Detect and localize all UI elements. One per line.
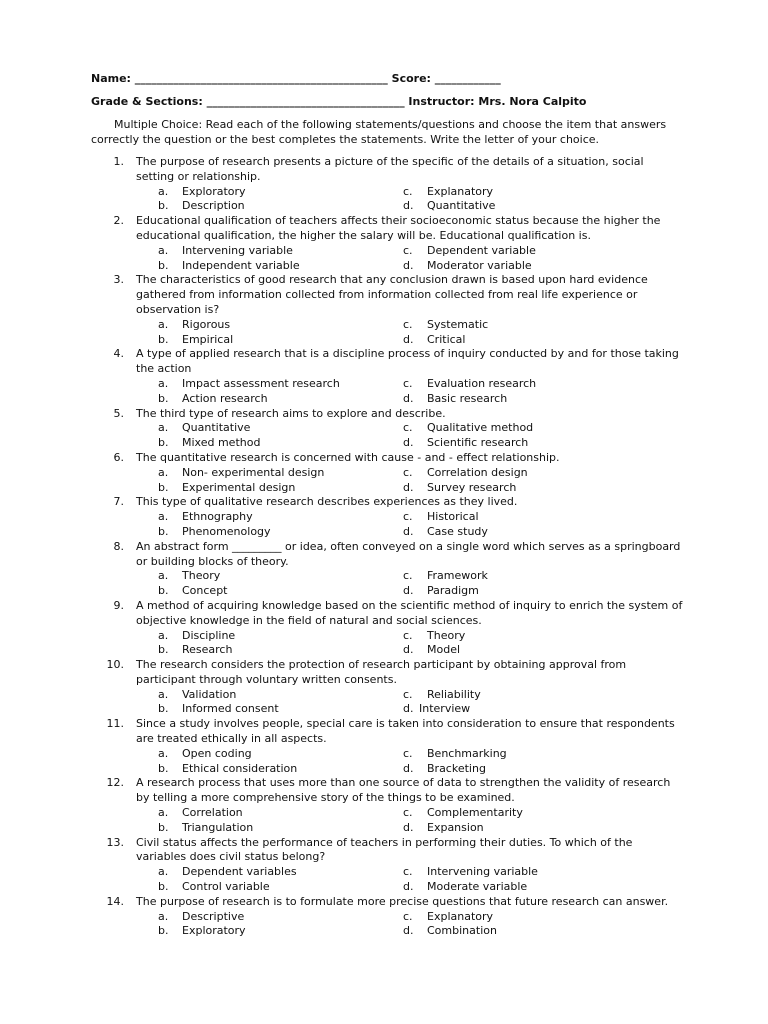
question-number: 2. (113, 214, 124, 228)
question-text: Civil status affects the performance of teachers in performing their duties. To which of the variables does civil status belong? (136, 835, 633, 864)
answer-choice (158, 481, 403, 496)
answer-choice (403, 185, 643, 200)
answer-choice (158, 747, 403, 762)
answer-choice (403, 747, 643, 762)
choice-letter: a. (158, 510, 169, 524)
question-text: The purpose of research is to formulate more precise questions that future research can answer. (136, 894, 669, 908)
choice-letter: d. (403, 584, 414, 598)
answer-choice (158, 436, 403, 451)
question-number: 10. (106, 658, 124, 672)
answer-choice (158, 333, 403, 348)
question-number: 3. (113, 273, 124, 287)
choice-letter: b. (158, 761, 169, 775)
choice-text: Framework (427, 569, 488, 583)
choice-letter: a. (158, 376, 169, 390)
answer-choice (403, 318, 643, 333)
question-item (100, 347, 685, 406)
answer-choice (158, 688, 403, 703)
grade-instructor-line (91, 95, 587, 110)
choice-text: Non- experimental design (182, 465, 325, 479)
question-item (100, 776, 685, 835)
choice-text: Moderate variable (427, 880, 528, 894)
choice-text: Explanatory (427, 909, 494, 923)
instructor-text: Instructor: Mrs. Nora Calpito (408, 95, 587, 108)
answer-choice (403, 762, 643, 777)
question-item (100, 836, 685, 895)
choice-letter: a. (158, 909, 169, 923)
choice-grid (136, 466, 685, 496)
answer-choice (403, 525, 643, 540)
choice-letter: c. (403, 746, 413, 760)
choice-text: Theory (182, 569, 221, 583)
choice-grid (136, 377, 685, 407)
answer-choice (403, 199, 643, 214)
choice-letter: d. (403, 436, 414, 450)
question-number: 1. (113, 155, 124, 168)
answer-choice (158, 421, 403, 436)
question-number: 13. (106, 835, 124, 849)
choice-text: Scientific research (427, 436, 529, 450)
choice-text: Bracketing (427, 761, 486, 775)
question-number: 4. (113, 347, 124, 361)
choice-text: Critical (427, 332, 466, 346)
choice-letter: a. (158, 317, 169, 331)
question-text: The quantitative research is concerned with cause - and - effect relationship. (136, 450, 560, 464)
question-number: 7. (113, 495, 124, 509)
question-text: The purpose of research presents a picture of the specific of the details of a situation, social setting or relationship. (136, 155, 644, 183)
question-item (100, 540, 685, 599)
question-number: 6. (113, 450, 124, 464)
answer-choice (403, 259, 643, 274)
choice-letter: d. (403, 199, 414, 213)
answer-choice (158, 259, 403, 274)
question-text: A research process that uses more than one source of data to strengthen the validity of research by telling a more comprehensive story of the things to be examined. (136, 776, 671, 805)
answer-choice (158, 806, 403, 821)
choice-grid (136, 910, 685, 940)
instructions: Multiple Choice: Read each of the following statements/questions and choose the item that answers correctly the question or the best completes the statements. Write the letter of your choice. (91, 118, 667, 146)
choice-letter: a. (158, 687, 169, 701)
choice-text: Description (182, 199, 245, 213)
answer-choice (158, 466, 403, 481)
choice-text: Expansion (427, 820, 484, 834)
choice-text: Ethical consideration (182, 761, 298, 775)
answer-choice (158, 510, 403, 525)
question-text: A method of acquiring knowledge based on the scientific method of inquiry to enrich the system of objective knowledge in the field of natural and social sciences. (136, 598, 683, 627)
answer-choice (403, 702, 643, 717)
answer-choice (403, 643, 643, 658)
choice-letter: c. (403, 628, 413, 642)
choice-letter: b. (158, 199, 169, 213)
choice-letter: b. (158, 436, 169, 450)
choice-text: Correlation (182, 806, 243, 820)
answer-choice (403, 584, 643, 599)
choice-letter: b. (158, 584, 169, 598)
score-label: Score: (391, 72, 431, 85)
choice-text: Action research (182, 391, 268, 405)
choice-letter: d. (403, 332, 414, 346)
choice-grid (136, 244, 685, 274)
choice-text: Intervening variable (182, 243, 293, 257)
question-item (100, 214, 685, 273)
choice-letter: b. (158, 702, 169, 716)
choice-letter: d. (403, 524, 414, 538)
choice-letter: b. (158, 480, 169, 494)
choice-grid (136, 510, 685, 540)
answer-choice (403, 421, 643, 436)
answer-choice (158, 910, 403, 925)
choice-text: Reliability (427, 687, 481, 701)
choice-letter: b. (158, 524, 169, 538)
choice-letter: b. (158, 391, 169, 405)
grade-blank: ____________________________________ (206, 95, 405, 108)
question-text: Since a study involves people, special care is taken into consideration to ensure that respondents are treated ethically in all aspects. (136, 717, 675, 746)
answer-choice (403, 629, 643, 644)
choice-text: Informed consent (182, 702, 279, 716)
answer-choice (158, 762, 403, 777)
choice-text: Ethnography (182, 510, 253, 524)
choice-text: Moderator variable (427, 258, 532, 272)
choice-text: Independent variable (182, 258, 300, 272)
answer-choice (403, 481, 643, 496)
choice-text: Basic research (427, 391, 508, 405)
choice-text: Open coding (182, 746, 252, 760)
choice-grid (136, 569, 685, 599)
choice-letter: b. (158, 332, 169, 346)
choice-text: Discipline (182, 628, 236, 642)
question-item (100, 155, 685, 214)
choice-text: Intervening variable (427, 865, 538, 879)
question-text: The third type of research aims to explore and describe. (136, 406, 446, 420)
choice-text: Dependent variables (182, 865, 297, 879)
question-text: The characteristics of good research that any conclusion drawn is based upon hard evidence gathered from information collected from information collected from real life experience or observation is? (136, 273, 648, 316)
question-item (100, 599, 685, 658)
choice-letter: c. (403, 865, 413, 879)
choice-letter: a. (158, 243, 169, 257)
choice-text: Exploratory (182, 924, 246, 938)
choice-letter: a. (158, 806, 169, 820)
choice-letter: c. (403, 376, 413, 390)
choice-grid (136, 865, 685, 895)
choice-grid (136, 806, 685, 836)
answer-choice (403, 244, 643, 259)
question-item (100, 658, 685, 717)
question-item (100, 407, 685, 451)
choice-letter: d. (403, 643, 414, 657)
choice-letter: c. (403, 806, 413, 820)
question-number: 14. (106, 894, 124, 908)
choice-grid (136, 688, 685, 718)
choice-letter: a. (158, 628, 169, 642)
answer-choice (158, 584, 403, 599)
score-blank: ____________ (434, 72, 501, 85)
choice-grid (136, 421, 685, 451)
question-text: The research considers the protection of research participant by obtaining approval from participant through voluntary written consents. (136, 658, 627, 686)
choice-text: Empirical (182, 332, 234, 346)
choice-text: Survey research (427, 480, 517, 494)
choice-text: Historical (427, 510, 479, 524)
answer-choice (158, 702, 403, 717)
choice-text: Research (182, 643, 233, 657)
answer-choice (158, 377, 403, 392)
choice-letter: b. (158, 924, 169, 938)
choice-text: Exploratory (182, 184, 246, 198)
choice-text: Descriptive (182, 909, 245, 923)
name-blank: ______________________________________________ (134, 72, 388, 85)
choice-text: Experimental design (182, 480, 296, 494)
choice-letter: c. (403, 317, 413, 331)
choice-grid (136, 318, 685, 348)
answer-choice (158, 392, 403, 407)
choice-letter: d. (403, 761, 414, 775)
choice-letter: a. (158, 421, 169, 435)
answer-choice (158, 185, 403, 200)
question-text: Educational qualification of teachers affects their socioeconomic status because the higher the educational qualification, the higher the salary will be. Educational qualification is. (136, 214, 661, 242)
choice-letter: d. (403, 880, 414, 894)
choice-letter: d. (403, 391, 414, 405)
choice-text: Model (427, 643, 461, 657)
choice-text: Systematic (427, 317, 489, 331)
name-score-line (91, 72, 501, 87)
choice-letter: c. (403, 184, 413, 198)
question-text: An abstract form _________ or idea, often conveyed on a single word which serves as a springboard or building blocks of theory. (136, 539, 681, 568)
choice-letter: b. (158, 820, 169, 834)
choice-text: Benchmarking (427, 746, 507, 760)
choice-letter: c. (403, 465, 413, 479)
choice-text: Mixed method (182, 436, 261, 450)
question-item (100, 451, 685, 495)
choice-text: Rigorous (182, 317, 231, 331)
answer-choice (403, 436, 643, 451)
choice-text: Phenomenology (182, 524, 271, 538)
choice-text: Impact assessment research (182, 376, 340, 390)
answer-choice (158, 924, 403, 939)
answer-choice (403, 806, 643, 821)
choice-text: Qualitative method (427, 421, 534, 435)
answer-choice (403, 392, 643, 407)
choice-letter: a. (158, 865, 169, 879)
answer-choice (403, 466, 643, 481)
question-number: 11. (106, 717, 124, 731)
answer-choice (403, 865, 643, 880)
answer-choice (403, 377, 643, 392)
name-label: Name: (91, 72, 131, 85)
choice-letter: c. (403, 909, 413, 923)
question-number: 5. (113, 406, 124, 420)
answer-choice (403, 569, 643, 584)
answer-choice (158, 244, 403, 259)
answer-choice (158, 569, 403, 584)
answer-choice (403, 333, 643, 348)
choice-letter: d. (403, 924, 414, 938)
choice-letter: d. (403, 480, 414, 494)
answer-choice (403, 924, 643, 939)
choice-letter: d. (403, 258, 414, 272)
choice-letter: c. (403, 243, 413, 257)
answer-choice (403, 880, 643, 895)
answer-choice (403, 510, 643, 525)
answer-choice (158, 880, 403, 895)
choice-letter: b. (158, 643, 169, 657)
choice-text: Complementarity (427, 806, 523, 820)
choice-letter: c. (403, 687, 413, 701)
choice-letter: a. (158, 465, 169, 479)
choice-letter: a. (158, 184, 169, 198)
choice-text: Quantitative (427, 199, 496, 213)
question-item (100, 495, 685, 539)
question-list (100, 155, 685, 939)
choice-text: Theory (427, 628, 466, 642)
answer-choice (403, 688, 643, 703)
question-item (100, 717, 685, 776)
choice-letter: c. (403, 421, 413, 435)
answer-choice (403, 910, 643, 925)
choice-text: Control variable (182, 880, 270, 894)
answer-choice (158, 318, 403, 333)
choice-text: Interview (419, 702, 471, 716)
choice-letter: a. (158, 746, 169, 760)
choice-grid (136, 185, 685, 215)
answer-choice (158, 525, 403, 540)
question-text: A type of applied research that is a discipline process of inquiry conducted by and for those taking the action (136, 347, 679, 376)
grade-label: Grade & Sections: (91, 95, 203, 108)
choice-text: Evaluation research (427, 376, 537, 390)
choice-letter: d. (403, 820, 414, 834)
choice-text: Validation (182, 687, 237, 701)
answer-choice (158, 643, 403, 658)
choice-text: Combination (427, 924, 497, 938)
choice-text: Dependent variable (427, 243, 536, 257)
choice-text: Concept (182, 584, 228, 598)
choice-text: Paradigm (427, 584, 479, 598)
choice-letter: d. (403, 702, 414, 716)
answer-choice (158, 821, 403, 836)
choice-grid (136, 629, 685, 659)
question-number: 8. (113, 539, 124, 553)
choice-letter: c. (403, 569, 413, 583)
choice-grid (136, 747, 685, 777)
choice-text: Explanatory (427, 184, 494, 198)
question-item (100, 273, 685, 347)
choice-letter: b. (158, 880, 169, 894)
choice-text: Case study (427, 524, 488, 538)
answer-choice (158, 199, 403, 214)
question-number: 9. (113, 598, 124, 612)
question-item (100, 895, 685, 939)
choice-text: Triangulation (182, 820, 254, 834)
choice-text: Correlation design (427, 465, 528, 479)
question-text: This type of qualitative research describes experiences as they lived. (136, 495, 518, 509)
answer-choice (158, 865, 403, 880)
choice-letter: c. (403, 510, 413, 524)
choice-text: Quantitative (182, 421, 251, 435)
answer-choice (158, 629, 403, 644)
answer-choice (403, 821, 643, 836)
choice-letter: b. (158, 258, 169, 272)
choice-letter: a. (158, 569, 169, 583)
question-number: 12. (106, 776, 124, 790)
